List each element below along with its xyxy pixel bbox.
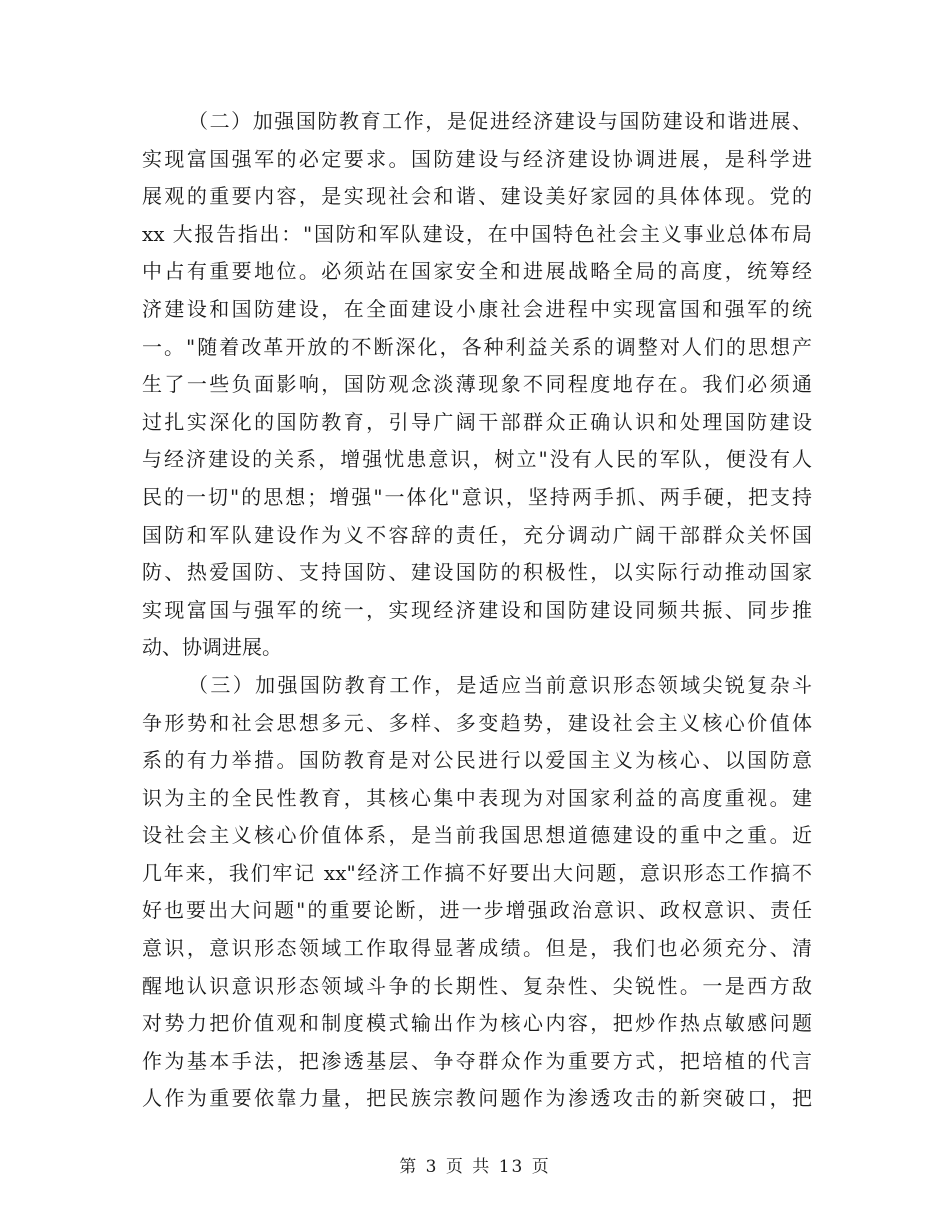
text-line: 争形势和社会思想多元、多样、多变趋势，建设社会主义核心价值体 (142, 710, 812, 735)
text-line: 意识，意识形态领域工作取得显著成绩。但是，我们也必须充分、清 (142, 936, 812, 961)
text-line: 展观的重要内容，是实现社会和谐、建设美好家园的具体体现。党的 (142, 184, 812, 209)
text-line: 几年来，我们牢记 xx"经济工作搞不好要出大问题，意识形态工作搞不 (142, 860, 812, 885)
text-line: 与经济建设的关系，增强忧患意识，树立"没有人民的军队，便没有人 (142, 447, 812, 472)
paragraph-2 (142, 103, 812, 667)
document-body (142, 103, 812, 1118)
paragraph-3 (142, 667, 812, 1118)
text-line: 生了一些负面影响，国防观念淡薄现象不同程度地存在。我们必须通 (142, 372, 812, 397)
text-line: （三）加强国防教育工作，是适应当前意识形态领域尖锐复杂斗 (188, 672, 812, 697)
text-line: 系的有力举措。国防教育是对公民进行以爱国主义为核心、以国防意 (142, 748, 812, 773)
text-line: 过扎实深化的国防教育，引导广阔干部群众正确认识和处理国防建设 (142, 409, 812, 434)
text-line: 设社会主义核心价值体系，是当前我国思想道德建设的重中之重。近 (142, 823, 812, 848)
page-number-footer: 第 3 页 共 13 页 (399, 1157, 551, 1177)
text-line: 民的一切"的思想；增强"一体化"意识，坚持两手抓、两手硬，把支持 (142, 484, 812, 509)
text-line: 好也要出大问题"的重要论断，进一步增强政治意识、政权意识、责任 (142, 898, 812, 923)
text-line: 防、热爱国防、支持国防、建设国防的积极性，以实际行动推动国家 (142, 560, 812, 585)
text-line: 济建设和国防建设，在全面建设小康社会进程中实现富国和强军的统 (142, 296, 812, 321)
text-line: 实现富国强军的必定要求。国防建设与经济建设协调进展，是科学进 (142, 146, 812, 171)
text-line: 人作为重要依靠力量，把民族宗教问题作为渗透攻击的新突破口，把 (142, 1086, 812, 1111)
text-line: 一。"随着改革开放的不断深化，各种利益关系的调整对人们的思想产 (142, 334, 812, 359)
text-line: xx 大报告指出："国防和军队建设，在中国特色社会主义事业总体布局 (142, 221, 812, 246)
text-line: 中占有重要地位。必须站在国家安全和进展战略全局的高度，统筹经 (142, 259, 812, 284)
text-line: 国防和军队建设作为义不容辞的责任，充分调动广阔干部群众关怀国 (142, 522, 812, 547)
text-line: 对势力把价值观和制度模式输出作为核心内容，把炒作热点敏感问题 (142, 1011, 812, 1036)
text-line: 醒地认识意识形态领域斗争的长期性、复杂性、尖锐性。一是西方敌 (142, 973, 812, 998)
text-line: 识为主的全民性教育，其核心集中表现为对国家利益的高度重视。建 (142, 785, 812, 810)
text-line: 动、协调进展。 (142, 635, 282, 660)
text-line: 实现富国与强军的统一，实现经济建设和国防建设同频共振、同步推 (142, 597, 812, 622)
text-line: （二）加强国防教育工作，是促进经济建设与国防建设和谐进展、 (188, 109, 812, 133)
text-line: 作为基本手法，把渗透基层、争夺群众作为重要方式，把培植的代言 (142, 1048, 812, 1073)
